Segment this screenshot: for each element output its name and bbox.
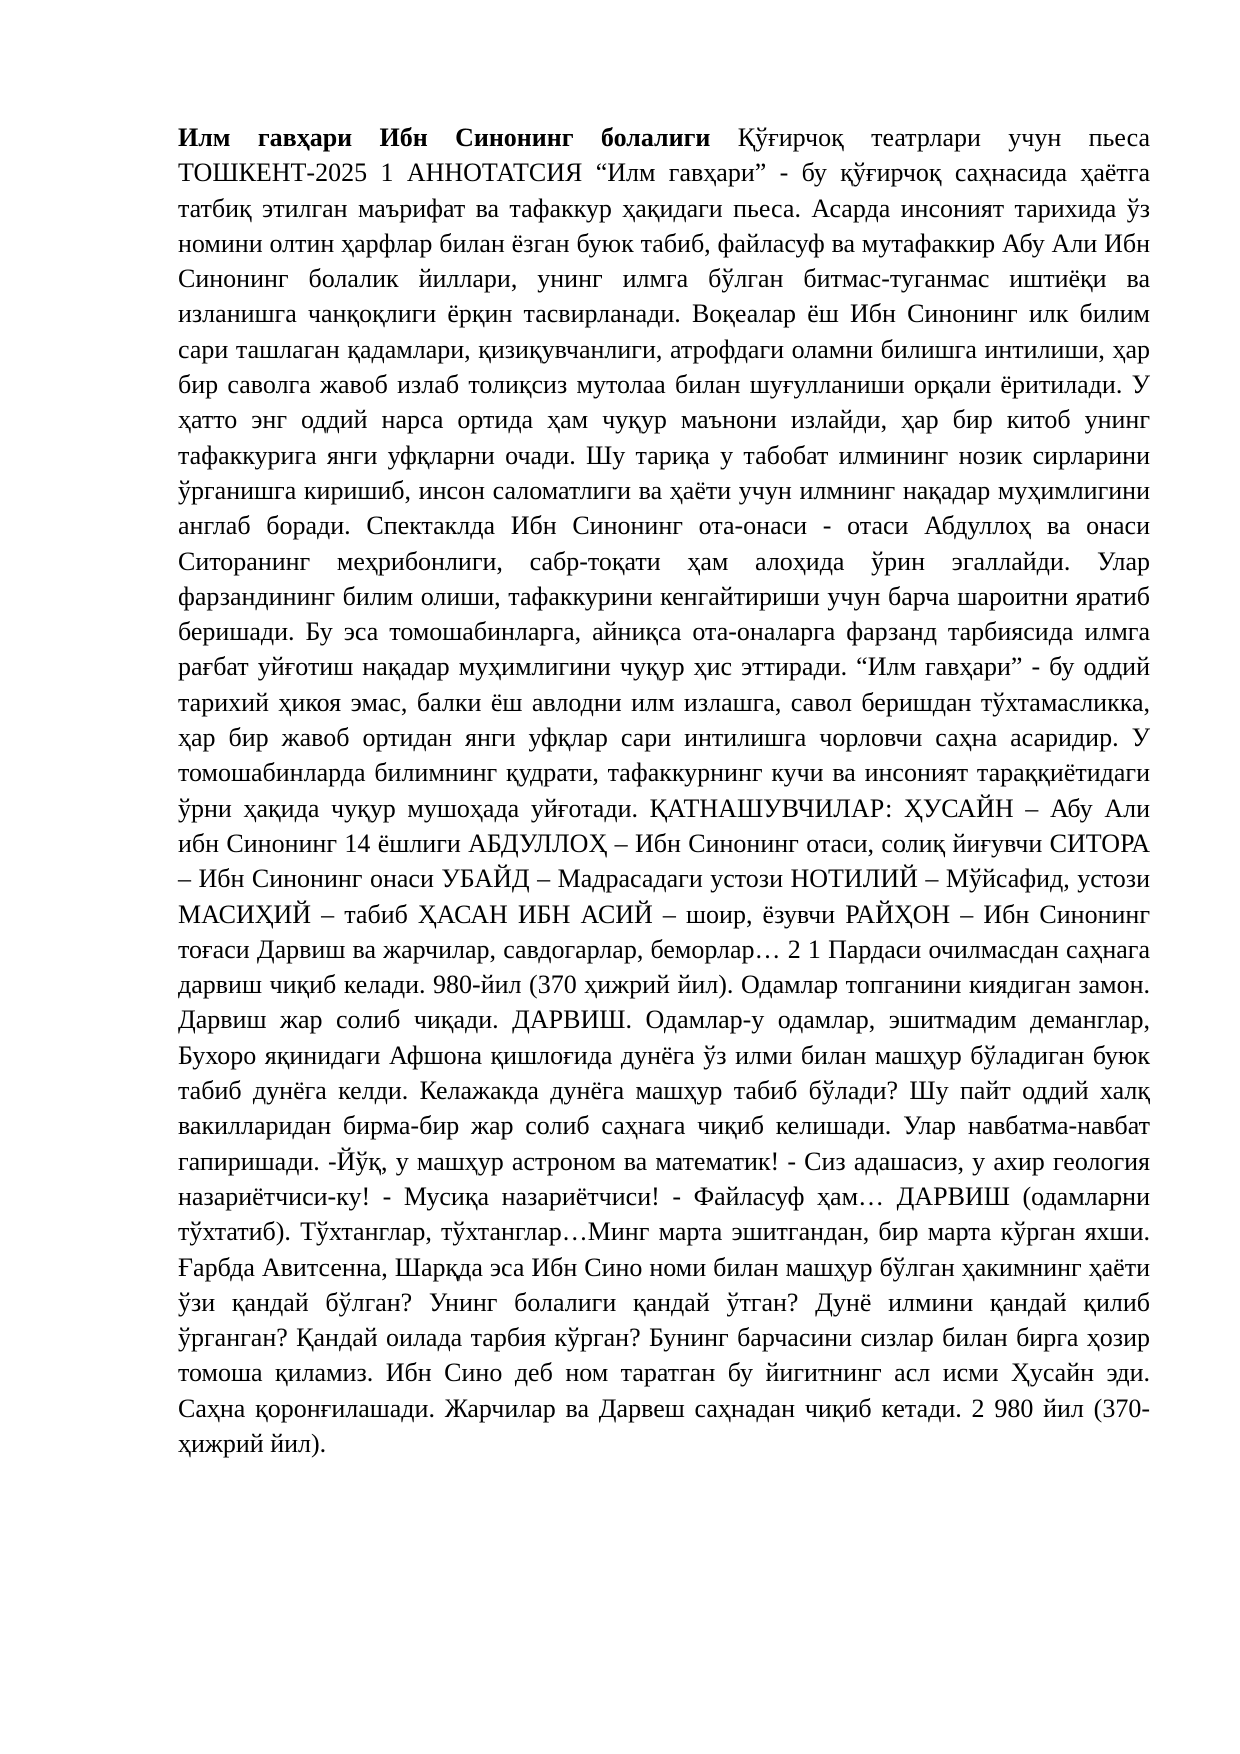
document-title: Илм гавҳари Ибн Синонинг болалиги <box>178 123 711 152</box>
document-body <box>178 120 1150 1461</box>
document-text: Қўғирчоқ театрлари учун пьеса ТОШКЕНТ-2025 1 АННОТАТСИЯ “Илм гавҳари” - бу қўғирчоқ саҳнасида ҳаётга татбиқ этилган маърифат ва тафаккур ҳақидаги пьеса. Асарда инсоният тарихида ўз номини олтин ҳарфлар билан ёзган буюк табиб, файласуф ва мутафаккир Абу Али Ибн Синонинг болалик йиллари, унинг илмга бўлган битмас-туганмас иштиёқи ва изланишга чанқоқлиги ёрқин тасвирланади. Воқеалар ёш Ибн Синонинг илк билим сари ташлаган қадамлари, қизиқувчанлиги, атрофдаги оламни билишга интилиши, ҳар бир саволга жавоб излаб толиқсиз мутолаа билан шуғулланиши орқали ёритилади. У ҳатто энг оддий нарса ортида ҳам чуқур маънони излайди, ҳар бир китоб унинг тафаккурига янги уфқларни очади. Шу тариқа у табобат илмининг нозик сирларини ўрганишга киришиб, инсон саломатлиги ва ҳаёти учун илмнинг нақадар муҳимлигини англаб боради. Спектаклда Ибн Синонинг ота-онаси - отаси Абдуллоҳ ва онаси Ситоранинг меҳрибонлиги, сабр-тоқати ҳам алоҳида ўрин эгаллайди. Улар фарзандининг билим олиши, тафаккурини кенгайтириши учун барча шароитни яратиб беришади. Бу эса томошабинларга, айниқса ота-оналарга фарзанд тарбиясида илмга рағбат уйғотиш нақадар муҳимлигини чуқур ҳис эттиради. “Илм гавҳари” - бу оддий тарихий ҳикоя эмас, балки ёш авлодни илм излашга, савол беришдан тўхтамасликка, ҳар бир жавоб ортидан янги уфқлар сари интилишга чорловчи саҳна асаридир. У томошабинларда билимнинг қудрати, тафаккурнинг кучи ва инсоният тараққиётидаги ўрни ҳақида чуқур мушоҳада уйғотади. ҚАТНАШУВЧИЛАР: ҲУСАЙН – Абу Али ибн Синонинг 14 ёшлиги АБДУЛЛОҲ – Ибн Синонинг отаси, солиқ йиғувчи СИТОРА – Ибн Синонинг онаси УБАЙД – Мадрасадаги устози НОТИЛИЙ – Мўйсафид, устози МАСИҲИЙ – табиб ҲАСАН ИБН АСИЙ – шоир, ёзувчи РАЙҲОН – Ибн Синонинг тоғаси Дарвиш ва жарчилар, савдогарлар, беморлар… 2 1 Пардаси очилмасдан саҳнага дарвиш чиқиб келади. 980-йил (370 ҳижрий йил). Одамлар топганини киядиган замон. Дарвиш жар солиб чиқади. ДАРВИШ. Одамлар-у одамлар, эшитмадим деманглар, Бухоро яқинидаги Афшона қишлоғида дунёга ўз илми билан машҳур бўладиган буюк табиб дунёга келди. Келажакда дунёга машҳур табиб бўлади? Шу пайт оддий халқ вакилларидан бирма-бир жар солиб саҳнага чиқиб келишади. Улар навбатма-навбат гапиришади. -Йўқ, у машҳур астроном ва математик! - Сиз адашасиз, у ахир геология назариётчиси-ку! - Мусиқа назариётчиси! - Файласуф ҳам… ДАРВИШ (одамларни тўхтатиб). Тўхтанглар, тўхтанглар…Минг марта эшитгандан, бир марта кўрган яхши. Ғарбда Авитсенна, Шарқда эса Ибн Сино номи билан машҳур бўлган ҳакимнинг ҳаёти ўзи қандай бўлган? Унинг болалиги қандай ўтган? Дунё илмини қандай қилиб ўрганган? Қандай оилада тарбия кўрган? Бунинг барчасини сизлар билан бирга ҳозир томоша қиламиз. Ибн Сино деб ном таратган бу йигитнинг асл исми Ҳусайн эди. Саҳна қоронғилашади. Жарчилар ва Дарвеш саҳнадан чиқиб кетади. 2 980 йил (370-ҳижрий йил). <box>178 123 1150 1458</box>
